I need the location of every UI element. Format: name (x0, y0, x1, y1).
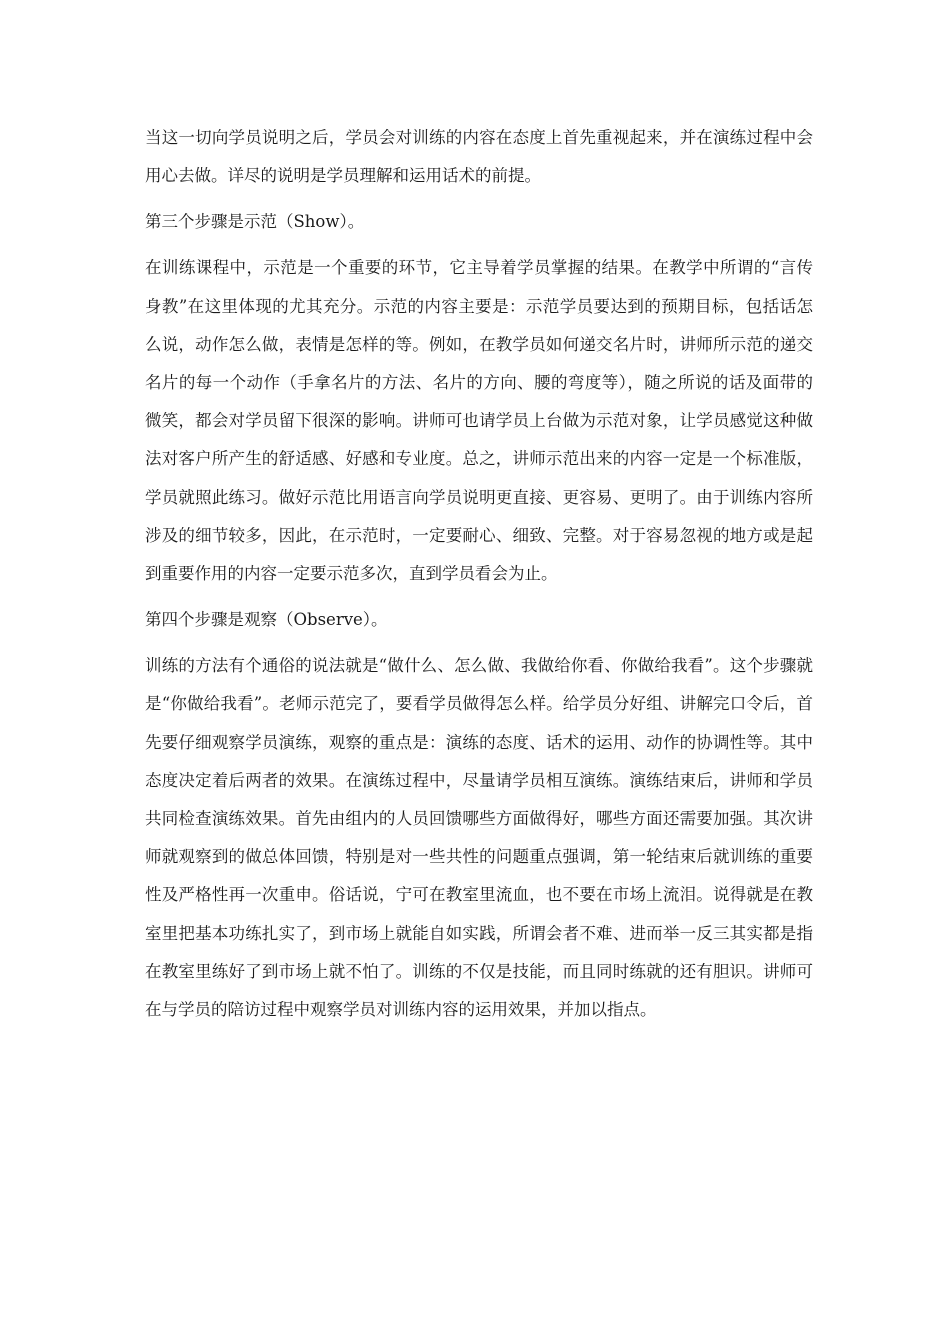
step-three-heading: 第三个步骤是示范（Show）。 (145, 212, 365, 232)
paragraph-step-three-show: 在训练课程中，示范是一个重要的环节，它主导着学员掌握的结果。在教学中所谓的“言传身教”在这里体现的尤其充分。示范的内容主要是：示范学员要达到的预期目标，包括话怎么说，动作怎么做，表情是怎样的等。例如，在教学员如何递交名片时，讲师所示范的递交名片的每一个动作（手拿名片的方法、名片的方向、腰的弯度等），随之所说的话及面带的微笑，都会对学员留下很深的影响。讲师可也请学员上台做为示范对象，让学员感觉这种做法对客户所产生的舒适感、好感和专业度。总之，讲师示范出来的内容一定是一个标准版，学员就照此练习。做好示范比用语言向学员说明更直接、更容易、更明了。由于训练内容所涉及的细节较多，因此，在示范时，一定要耐心、细致、完整。对于容易忽视的地方或是起到重要作用的内容一定要示范多次，直到学员看会为止。 (145, 258, 813, 584)
document-page (145, 119, 813, 1029)
paragraph-step-four-observe: 训练的方法有个通俗的说法就是“做什么、怎么做、我做给你看、你做给我看”。这个步骤就是“你做给我看”。老师示范完了，要看学员做得怎么样。给学员分好组、讲解完口令后，首先要仔细观察学员演练，观察的重点是：演练的态度、话术的运用、动作的协调性等。其中态度决定着后两者的效果。在演练过程中，尽量请学员相互演练。演练结束后，讲师和学员共同检查演练效果。首先由组内的人员回馈哪些方面做得好，哪些方面还需要加强。其次讲师就观察到的做总体回馈，特别是对一些共性的问题重点强调，第一轮结束后就训练的重要性及严格性再一次重申。俗话说，宁可在教室里流血，也不要在市场上流泪。说得就是在教室里把基本功练扎实了，到市场上就能自如实践，所谓会者不难、进而举一反三其实都是指在教室里练好了到市场上就不怕了。训练的不仅是技能，而且同时练就的还有胆识。讲师可在与学员的陪访过程中观察学员对训练内容的运用效果，并加以指点。 (145, 656, 813, 1020)
step-four-heading: 第四个步骤是观察（Observe）。 (145, 610, 388, 630)
paragraph-intro-summary: 当这一切向学员说明之后，学员会对训练的内容在态度上首先重视起来，并在演练过程中会用心去做。详尽的说明是学员理解和运用话术的前提。 (145, 128, 813, 186)
